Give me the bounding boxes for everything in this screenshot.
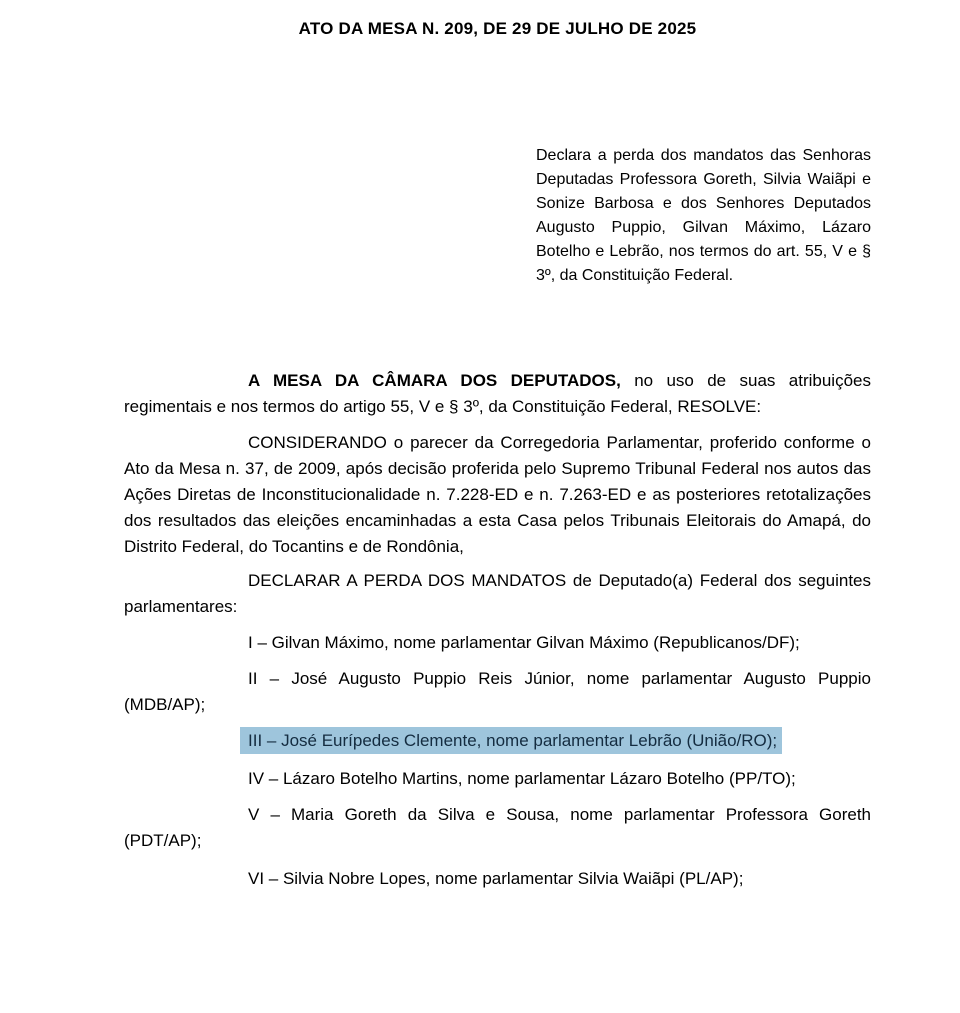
ementa-summary: Declara a perda dos mandatos das Senhoras Deputadas Professora Goreth, Silvia Waiãpi e Sonize Barbosa e dos Senhores Deputados Augusto Puppio, Gilvan Máximo, Lázaro Botelho e Lebrão, nos termos do art. 55, V e § 3º, da Constituição Federal. [536, 147, 871, 284]
preamble-text: no uso de suas atribuições regimentais e nos termos do artigo 55, V e § 3º, da Constituição Federal, RESOLVE: [124, 371, 871, 416]
document-title: ATO DA MESA N. 209, DE 29 DE JULHO DE 2025 [298, 19, 697, 38]
mandate-list-item-V: V – Maria Goreth da Silva e Sousa, nome parlamentar Professora Goreth (PDT/AP); [124, 805, 871, 850]
preamble-paragraph [124, 368, 871, 420]
selection-highlight[interactable]: III – José Eurípedes Clemente, nome parlamentar Lebrão (União/RO); [240, 727, 782, 754]
mandate-list-item-II: II – José Augusto Puppio Reis Júnior, nome parlamentar Augusto Puppio (MDB/AP); [124, 669, 871, 714]
mandate-list-item-VI: VI – Silvia Nobre Lopes, nome parlamentar Silvia Waiãpi (PL/AP); [248, 869, 744, 888]
mandate-list-item-IV: IV – Lázaro Botelho Martins, nome parlamentar Lázaro Botelho (PP/TO); [248, 769, 796, 788]
document-content [124, 0, 871, 892]
mandate-list-item-III [124, 728, 871, 754]
mandate-list-item-I: I – Gilvan Máximo, nome parlamentar Gilvan Máximo (Republicanos/DF); [248, 633, 800, 652]
declarar-paragraph: DECLARAR A PERDA DOS MANDATOS de Deputado(a) Federal dos seguintes parlamentares: [124, 571, 871, 616]
issuing-body-name: A MESA DA CÂMARA DOS DEPUTADOS, [248, 371, 621, 390]
considerando-paragraph: CONSIDERANDO o parecer da Corregedoria Parlamentar, proferido conforme o Ato da Mesa n. 37, de 2009, após decisão proferida pelo Supremo Tribunal Federal nos autos das Ações Diretas de Inconstitucionalidade n. 7.228-ED e n. 7.263-ED e as posteriores retotalizações dos resultados das eleições encaminhadas a esta Casa pelos Tribunais Eleitorais do Amapá, do Distrito Federal, do Tocantins e de Rondônia, [124, 433, 871, 556]
